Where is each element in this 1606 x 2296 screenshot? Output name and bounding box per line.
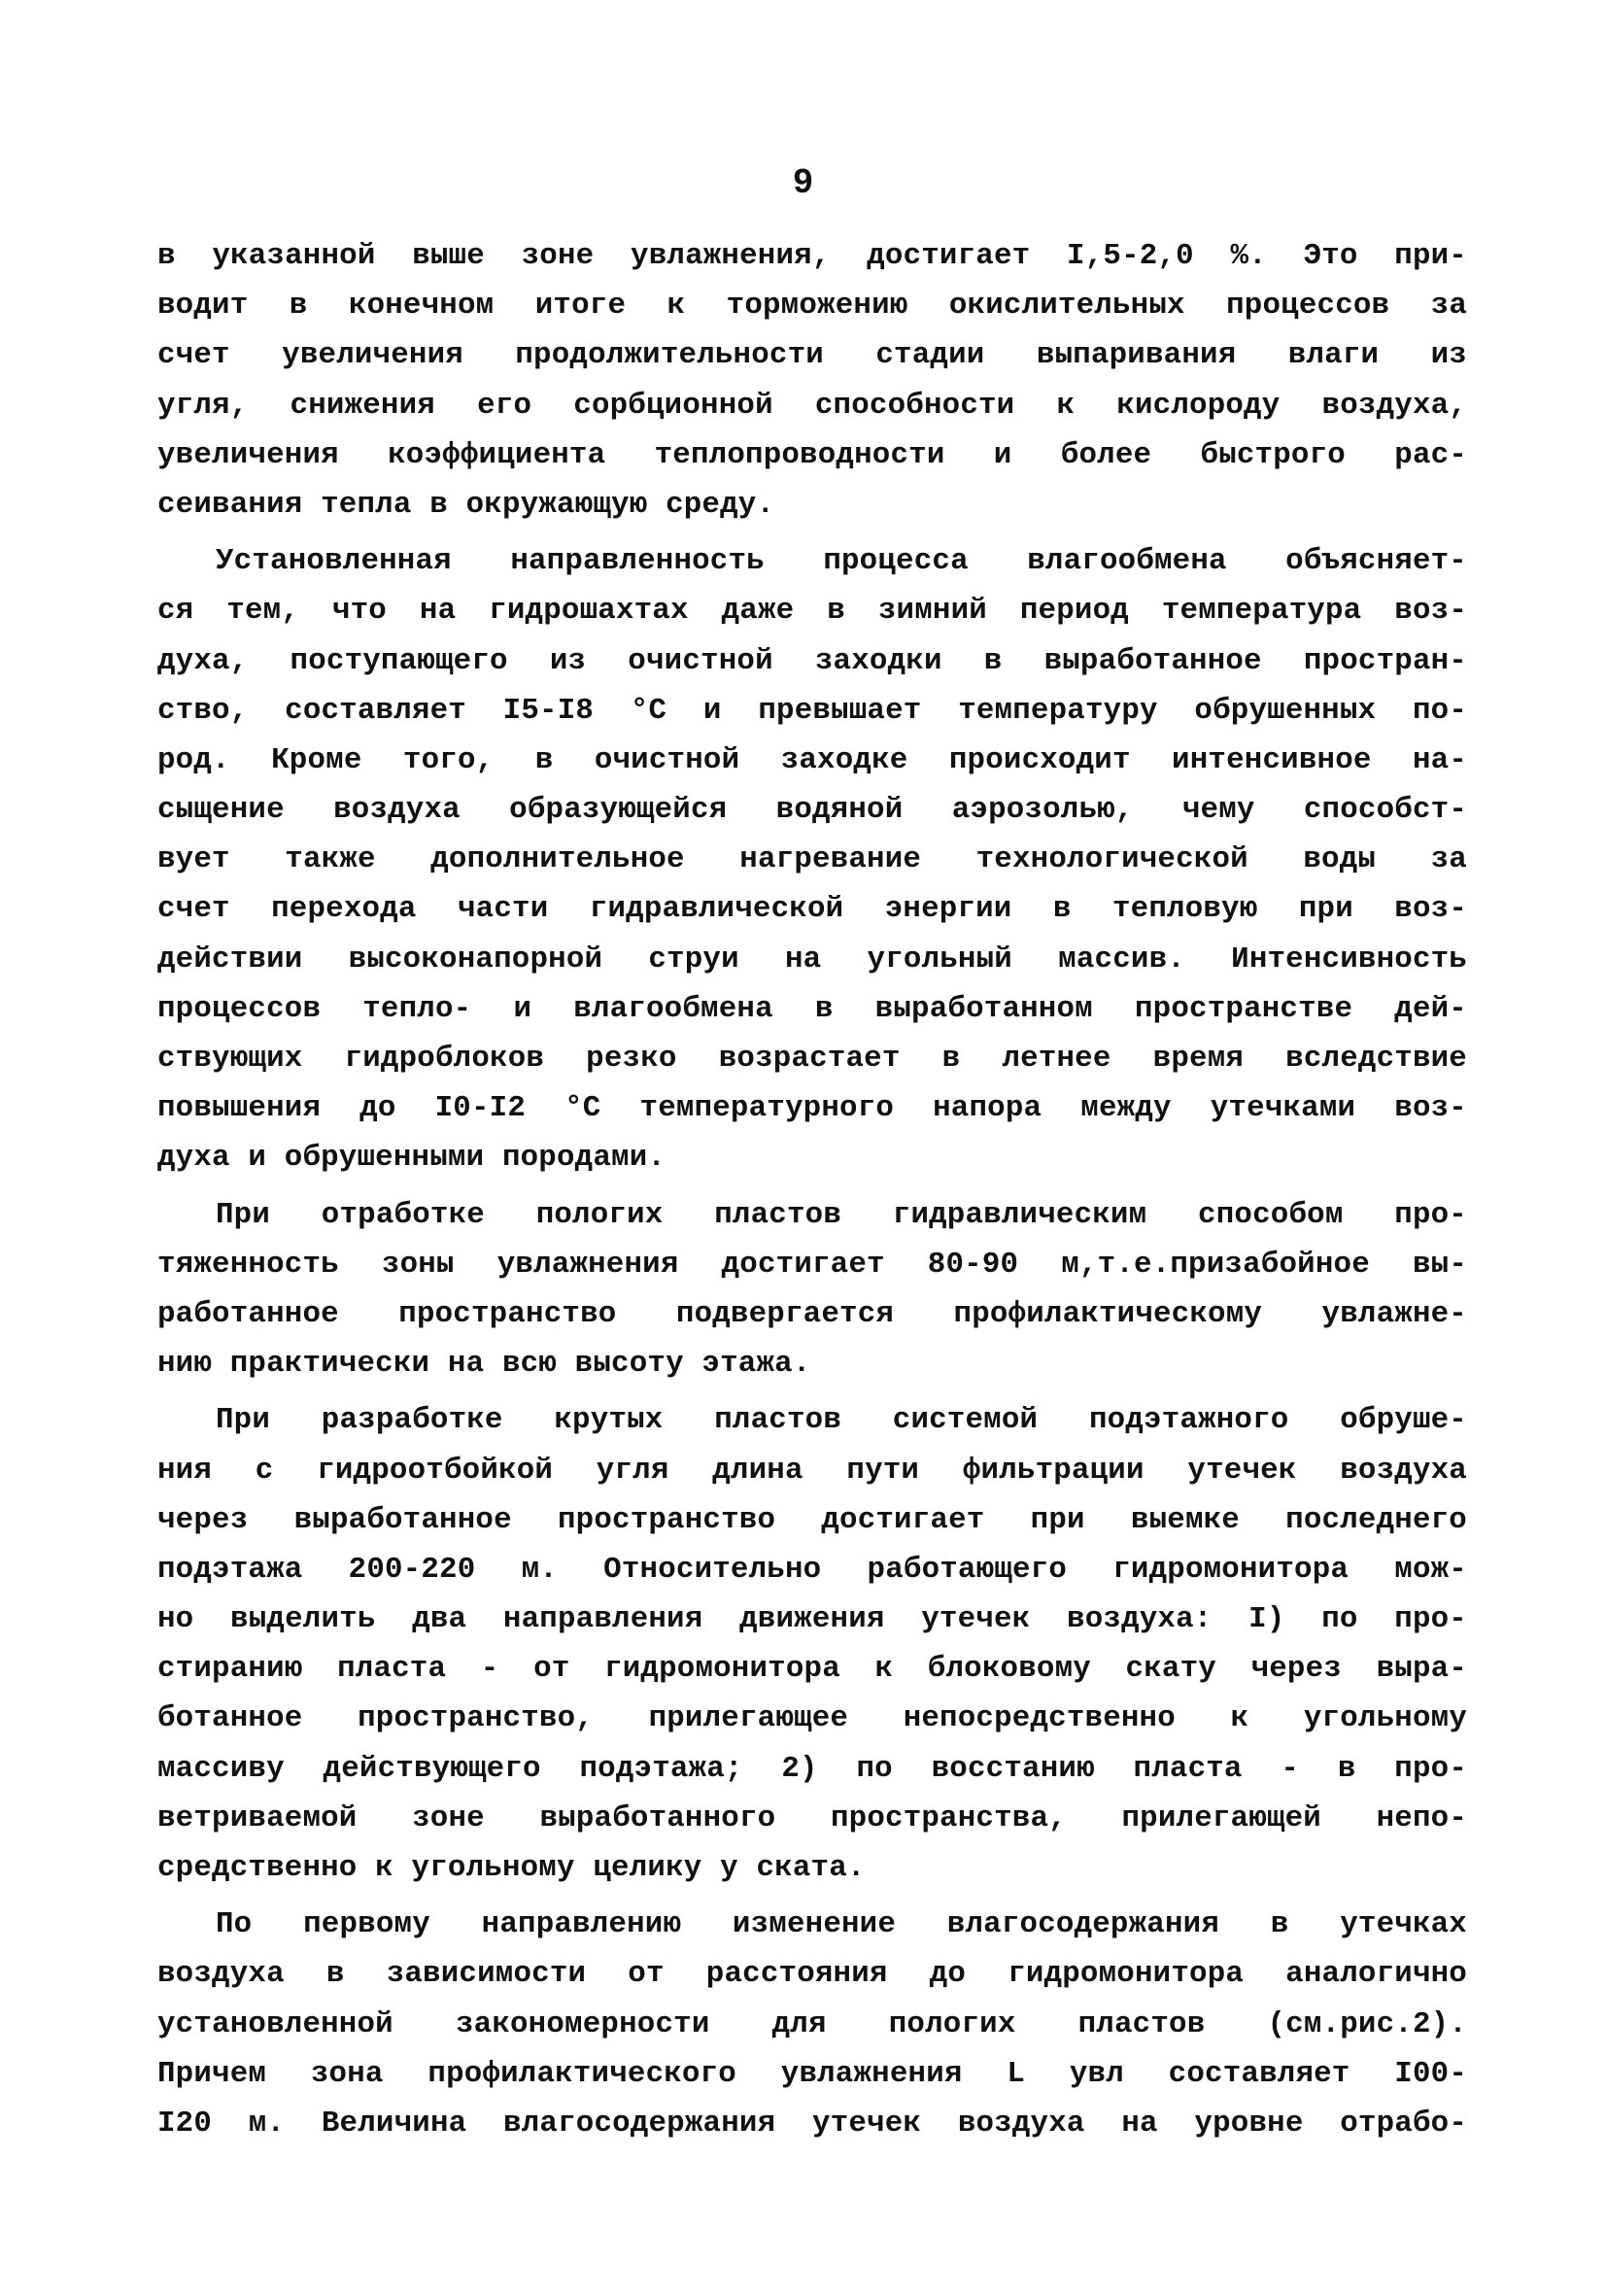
text-line: ство, составляет I5-I8 °С и превышает температуру обрушенных по-: [157, 693, 1467, 728]
text-line: через выработанное пространство достигает при выемке последнего: [157, 1502, 1467, 1537]
text-line: в указанной выше зоне увлажнения, достигает I,5-2,0 %. Это при-: [157, 239, 1467, 273]
page-number: 9: [792, 163, 814, 203]
paragraph: [157, 1395, 1467, 1893]
text-line: ствующих гидроблоков резко возрастает в летнее время вследствие: [157, 1042, 1467, 1076]
text-line: I20 м. Величина влагосодержания утечек воздуха на уровне отрабо-: [157, 2106, 1467, 2141]
text-line: работанное пространство подвергается профилактическому увлажне-: [157, 1296, 1467, 1331]
paragraph: [157, 1190, 1467, 1389]
text-line: Причем зона профилактического увлажнения L увл составляет I00-: [157, 2056, 1467, 2091]
text-line: ния с гидроотбойкой угля длина пути фильтрации утечек воздуха: [157, 1453, 1467, 1488]
text-line: духа, поступающего из очистной заходки в выработанное простран-: [157, 643, 1467, 678]
text-line: воздуха в зависимости от расстояния до гидромонитора аналогично: [157, 1957, 1467, 1992]
text-line: но выделить два направления движения утечек воздуха: I) по про-: [157, 1602, 1467, 1637]
text-line: водит в конечном итоге к торможению окислительных процессов за: [157, 289, 1467, 324]
text-line: увеличения коэффициента теплопроводности и более быстрого рас-: [157, 437, 1467, 472]
text-line: род. Кроме того, в очистной заходке происходит интенсивное на-: [157, 742, 1467, 777]
text-line: сыщение воздуха образующейся водяной аэрозолью, чему способст-: [157, 793, 1467, 828]
text-line: сеивания тепла в окружающую среду.: [157, 487, 775, 522]
text-line: массиву действующего подэтажа; 2) по восстанию пласта - в про-: [157, 1751, 1467, 1786]
text-line: подэтажа 200-220 м. Относительно работающего гидромонитора мож-: [157, 1552, 1467, 1587]
paragraph: [157, 536, 1467, 1182]
paragraph: [157, 1900, 1467, 2148]
text-line: ветриваемой зоне выработанного пространства, прилегающей непо-: [157, 1800, 1467, 1835]
text-line: духа и обрушенными породами.: [157, 1141, 666, 1176]
text-line: ся тем, что на гидрошахтах даже в зимний период температура воз-: [157, 594, 1467, 629]
text-line: По первому направлению изменение влагосодержания в утечках: [216, 1907, 1467, 1942]
text-line: счет перехода части гидравлической энергии в тепловую при воз-: [157, 892, 1467, 927]
text-line: вует также дополнительное нагревание технологической воды за: [157, 842, 1467, 877]
paragraph: [157, 231, 1467, 530]
text-line: При отработке пологих пластов гидравлическим способом про-: [216, 1197, 1467, 1232]
text-line: средственно к угольному целику у ската.: [157, 1851, 866, 1885]
text-line: процессов тепло- и влагообмена в выработанном пространстве дей-: [157, 991, 1467, 1026]
text-line: стиранию пласта - от гидромонитора к блоковому скату через выра-: [157, 1652, 1467, 1687]
text-line: угля, снижения его сорбционной способности к кислороду воздуха,: [157, 388, 1467, 423]
text-line: действии высоконапорной струи на угольный массив. Интенсивность: [157, 942, 1467, 977]
text-line: При разработке крутых пластов системой подэтажного обруше-: [216, 1403, 1467, 1438]
text-line: нию практически на всю высоту этажа.: [157, 1347, 811, 1382]
text-line: счет увеличения продолжительности стадии выпаривания влаги из: [157, 338, 1467, 373]
text-line: тяженность зоны увлажнения достигает 80-90 м,т.е.призабойное вы-: [157, 1247, 1467, 1282]
text-line: повышения до I0-I2 °С температурного напора между утечками воз-: [157, 1091, 1467, 1126]
text-line: установленной закономерности для пологих пластов (см.рис.2).: [157, 2006, 1467, 2041]
text-line: Установленная направленность процесса влагообмена объясняет-: [216, 544, 1467, 579]
text-line: ботанное пространство, прилегающее непосредственно к угольному: [157, 1701, 1467, 1736]
body-text: [157, 231, 1467, 2155]
